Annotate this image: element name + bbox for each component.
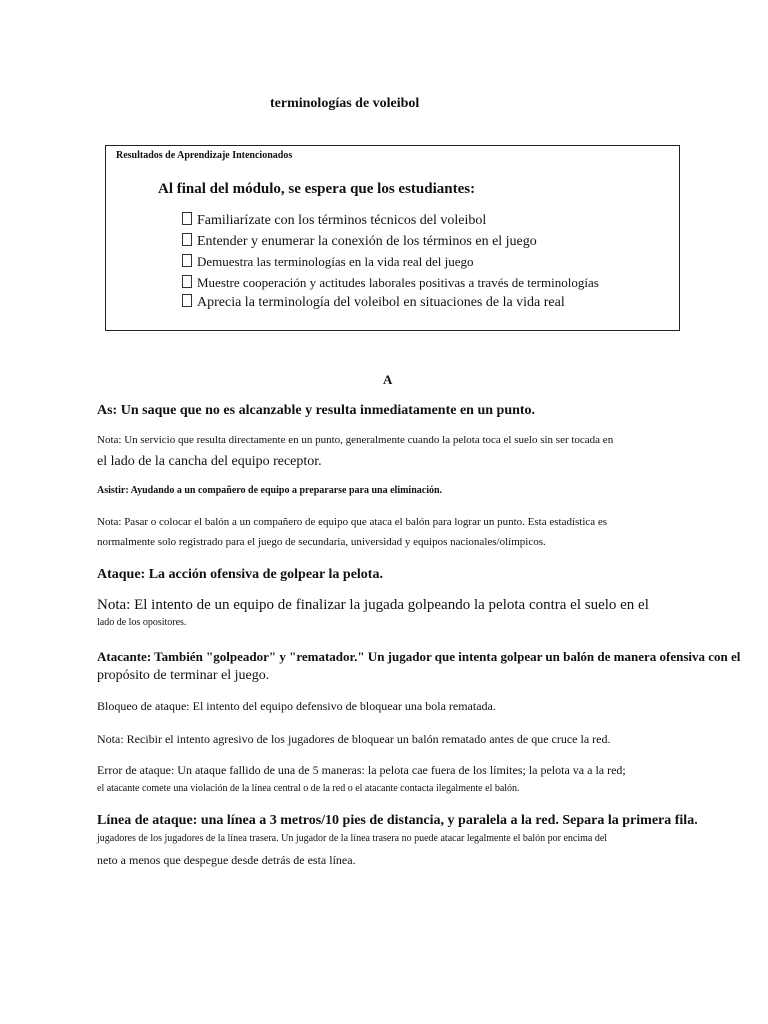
checkbox-glyph-icon <box>182 233 192 246</box>
term-ataque-note: Nota: El intento de un equipo de finalizar la jugada golpeando la pelota contra el suelo en el <box>97 597 649 613</box>
term-as-definition: As: Un saque que no es alcanzable y resulta inmediatamente en un punto. <box>97 403 536 418</box>
page-title: terminologías de voleibol <box>270 96 420 111</box>
term-ataque-definition: Ataque: La acción ofensiva de golpear la pelota. <box>97 567 383 582</box>
checkbox-glyph-icon <box>182 294 192 307</box>
outcomes-heading: Resultados de Aprendizaje Intencionados <box>116 150 293 161</box>
term-atacante-definition-cont: propósito de terminar el juego. <box>97 668 270 683</box>
outcomes-list <box>182 211 599 314</box>
term-linea-note: jugadores de los jugadores de la línea trasera. Un jugador de la línea trasera no puede atacar legalmente el balón por encima del <box>97 833 608 844</box>
term-linea-note-cont: neto a menos que despegue desde detrás de esta línea. <box>97 853 356 867</box>
term-ataque-note-cont: lado de los opositores. <box>97 617 187 628</box>
checkbox-glyph-icon <box>182 212 192 225</box>
list-item: Aprecia la terminología del voleibol en situaciones de la vida real <box>182 293 599 314</box>
list-item: Muestre cooperación y actitudes laborales positivas a través de terminologías <box>182 273 599 294</box>
term-error-definition: Error de ataque: Un ataque fallido de una de 5 maneras: la pelota cae fuera de los límites; la pelota va a la red; <box>97 763 626 777</box>
section-letter: A <box>383 372 393 387</box>
checkbox-glyph-icon <box>182 275 192 288</box>
term-atacante-definition: Atacante: También "golpeador" y "rematador." Un jugador que intenta golpear un balón de manera ofensiva con el <box>97 649 741 664</box>
term-asistir-note: Nota: Pasar o colocar el balón a un compañero de equipo que ataca el balón para lograr un punto. Esta estadística es <box>97 516 608 528</box>
term-asistir-note-cont: normalmente solo registrado para el juego de secundaria, universidad y equipos nacionales/olímpicos. <box>97 536 546 548</box>
term-linea-definition: Línea de ataque: una línea a 3 metros/10 pies de distancia, y paralela a la red. Separa la primera fila. <box>97 813 698 828</box>
term-bloqueo-note: Nota: Recibir el intento agresivo de los jugadores de bloquear un balón rematado antes de que cruce la red. <box>97 732 611 746</box>
term-bloqueo-definition: Bloqueo de ataque: El intento del equipo defensivo de bloquear una bola rematada. <box>97 699 496 713</box>
outcomes-intro: Al final del módulo, se espera que los estudiantes: <box>158 181 476 197</box>
list-item: Demuestra las terminologías en la vida real del juego <box>182 252 599 273</box>
list-item: Entender y enumerar la conexión de los términos en el juego <box>182 232 599 253</box>
list-item: Familiarízate con los términos técnicos del voleibol <box>182 211 599 232</box>
term-as-note: Nota: Un servicio que resulta directamente en un punto, generalmente cuando la pelota toca el suelo sin ser tocada en <box>97 434 614 446</box>
term-asistir-definition: Asistir: Ayudando a un compañero de equipo a prepararse para una eliminación. <box>97 485 443 496</box>
checkbox-glyph-icon <box>182 254 192 267</box>
term-as-note-cont: el lado de la cancha del equipo receptor. <box>97 454 322 469</box>
term-error-definition-cont: el atacante comete una violación de la línea central o de la red o el atacante contacta ilegalmente el balón. <box>97 783 520 794</box>
